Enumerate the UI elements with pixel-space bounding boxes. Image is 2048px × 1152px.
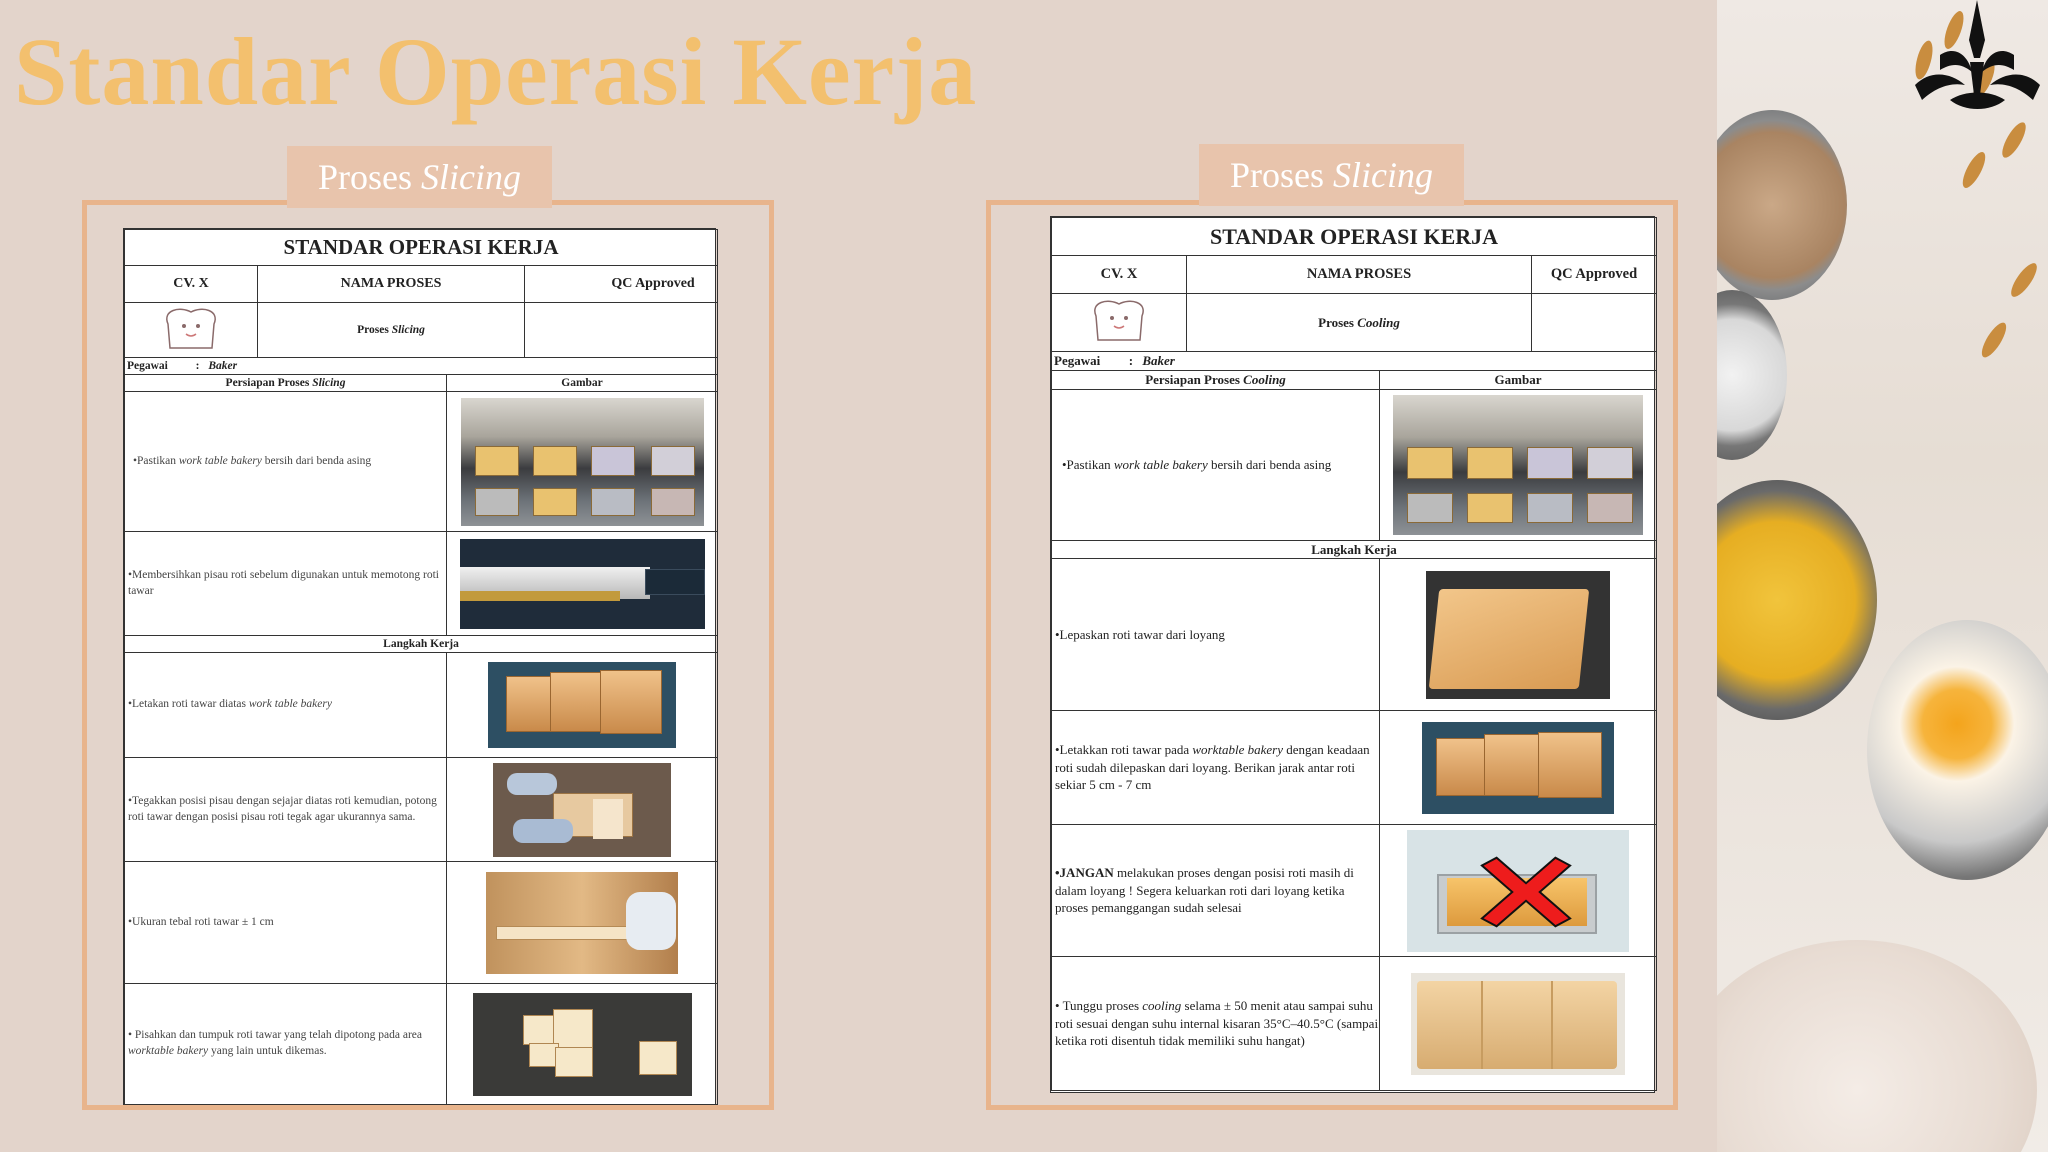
right-step-image-1 [1380,559,1657,711]
left-step-row-3 [125,862,447,984]
left-employee-label: Pegawai [127,360,168,372]
left-steps-header: Langkah Kerja [125,636,718,653]
slicing-photo [493,763,671,857]
left-tab-italic: Slicing [421,157,521,197]
left-prep-image-1 [447,392,718,532]
prohibited-cross-icon [1477,856,1575,928]
left-company-logo [125,303,258,358]
right-step-2-b: dengan keadaan roti sudah dilepaskan dari loyang. Berikan jarak antar roti sekiar 5 cm - 7 cm [1055,742,1373,793]
right-process-name [1187,294,1532,352]
right-step-4-i: cooling [1142,998,1182,1014]
right-qc-cell [1532,294,1657,352]
left-step-image-1 [447,653,718,758]
right-employee-row [1052,352,1657,371]
right-step-image-2 [1380,711,1657,825]
left-doc-title: STANDAR OPERASI KERJA [125,230,718,266]
right-tab-italic: Slicing [1333,155,1433,195]
bread-in-pan-photo [1407,830,1629,952]
left-process-prefix: Proses [357,324,392,336]
right-image-header: Gambar [1380,371,1657,390]
knife-photo [460,539,705,629]
right-tab-prefix: Proses [1230,155,1334,195]
slice-thickness-photo [486,872,678,974]
left-step-image-3 [447,862,718,984]
left-process-italic: Slicing [391,324,425,336]
right-process-header: NAMA PROSES [1187,256,1532,294]
right-step-1-a: •Lepaskan roti tawar dari loyang [1055,626,1225,642]
right-step-4-a: • Tunggu proses [1055,998,1143,1014]
right-prep-prefix: Persiapan Proses [1145,372,1244,387]
left-step-1-a: •Letakan roti tawar diatas [128,698,249,711]
left-prep-1-b: bersih dari benda asing [261,454,372,467]
left-process-name [258,303,525,358]
left-prep-1-i: work table bakery [178,454,262,467]
left-qc-header [525,266,718,303]
right-step-row-3 [1052,825,1380,957]
shelf-photo [1393,395,1643,535]
shelf-photo [461,398,704,526]
right-step-2-i: worktable bakery [1192,742,1284,758]
left-step-image-4 [447,984,718,1105]
left-image-header: Gambar [447,375,718,392]
right-step-3-bold: •JANGAN [1055,865,1114,881]
right-prep-1-b: bersih dari benda asing [1207,457,1332,473]
right-step-image-3 [1380,825,1657,957]
right-qc-label: QC Approved [1550,265,1638,282]
left-tab-prefix: Proses [318,157,422,197]
left-step-4-i: worktable bakery [128,1045,209,1057]
left-prep-row-2 [125,532,447,636]
right-qc-header [1532,256,1657,294]
left-process-header: NAMA PROSES [258,266,525,303]
left-step-3-a: •Ukuran tebal roti tawar ± 1 cm [128,915,274,928]
left-prep-2-a: •Membersihkan pisau roti sebelum digunakan untuk memotong roti tawar [128,568,439,597]
right-employee-value: Baker [1142,353,1175,368]
right-step-4-b: selama ± 50 menit atau sampai suhu roti sesuai dengan suhu internal kisaran 35°C–40.5°C (sampai ketika roti disentuh tidak memiliki suhu hangat) [1055,998,1382,1049]
right-sop-document [1050,216,1655,1093]
right-frame-tab [1199,144,1464,206]
page-title: Standar Operasi Kerja [14,18,978,125]
left-employee-row [125,358,718,375]
cooled-bread-photo [1411,973,1625,1075]
right-process-italic: Cooling [1357,314,1400,330]
left-step-row-1 [125,653,447,758]
left-qc-cell [525,303,718,358]
left-employee-sep: : [195,360,200,372]
right-prep-italic: Cooling [1243,372,1286,387]
left-company: CV. X [125,266,258,303]
left-frame-tab [287,146,552,208]
left-step-row-2 [125,758,447,862]
left-sop-document [123,228,716,1105]
left-step-4-a: • Pisahkan dan tumpuk roti tawar yang telah dipotong pada area [128,1029,425,1042]
left-prep-header [125,375,447,392]
stacked-slices-photo [473,993,692,1096]
right-company-logo [1052,294,1187,352]
left-step-1-i: work table bakery [248,698,332,711]
left-prep-prefix: Persiapan Proses [225,377,313,389]
right-doc-title: STANDAR OPERASI KERJA [1052,218,1657,256]
baking-ingredients-photo [1717,0,2048,1152]
right-step-row-2 [1052,711,1380,825]
right-steps-header: Langkah Kerja [1052,541,1657,559]
left-prep-row-1 [125,392,447,532]
bread-logo-icon [162,306,220,350]
loaf-release-photo [1426,571,1610,699]
left-qc-label: QC Approved [611,276,695,292]
right-prep-row-1 [1052,390,1380,541]
left-step-2-a: •Tegakkan posisi pisau dengan sejajar diatas roti kemudian, potong roti tawar dengan posisi pisau roti tegak agar ukurannya sama. [128,794,437,823]
bread-loaves-photo [488,662,676,748]
left-prep-1-a: •Pastikan [133,454,179,467]
bread-logo-icon [1090,296,1148,344]
right-process-prefix: Proses [1318,314,1358,330]
left-step-row-4 [125,984,447,1105]
right-step-3-a: melakukan proses dengan posisi roti masih di dalam loyang ! Segera keluarkan roti dari loyang ketika proses pemanggangan sudah selesai [1055,865,1358,916]
institution-logo-icon [1910,0,2045,118]
right-step-row-1 [1052,559,1380,711]
right-company: CV. X [1052,256,1187,294]
left-employee-value: Baker [208,360,238,372]
left-prep-image-2 [447,532,718,636]
right-prep-header [1052,371,1380,390]
right-prep-1-i: work table bakery [1113,457,1208,473]
bread-loaves-photo [1422,722,1614,814]
left-prep-italic: Slicing [312,377,346,389]
right-employee-sep: : [1128,353,1134,368]
right-step-row-4 [1052,957,1380,1091]
right-prep-1-a: •Pastikan [1062,457,1114,473]
left-step-image-2 [447,758,718,862]
right-step-2-a: •Letakkan roti tawar pada [1055,742,1193,758]
right-step-image-4 [1380,957,1657,1091]
left-step-4-b: yang lain untuk dikemas. [208,1045,327,1057]
right-employee-label: Pegawai [1054,353,1101,368]
right-prep-image-1 [1380,390,1657,541]
